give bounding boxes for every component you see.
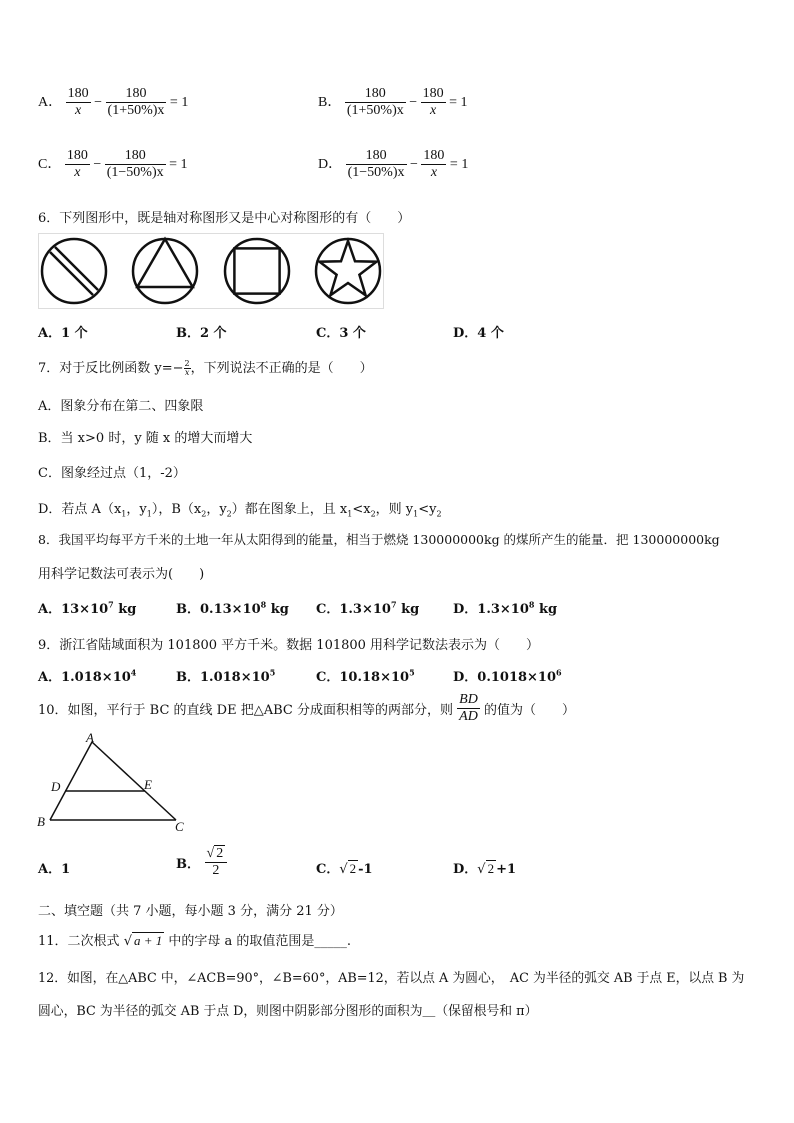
q5-b-term2: $\frac{180}{x}$	[422, 86, 444, 119]
q10-option-c: C．√ 2 -1	[316, 861, 373, 877]
q6-option-c: C．3 个	[316, 326, 366, 341]
q10-option-a: A．1	[38, 862, 71, 877]
q10-label-d: D	[51, 779, 61, 794]
q9-option-a: A．$1.018\times 10^4$	[38, 667, 137, 685]
q11-radicand: a + 1	[133, 933, 163, 948]
q9-option-c: C．$10.18\times 10^5$	[316, 667, 415, 685]
q5-b-term1: $\frac{180}{(1+50\%)x}$	[346, 86, 404, 119]
q5-c-letter: C．	[38, 156, 62, 172]
q5-a-term2: $\frac{180}{(1+50\%)x}$	[107, 86, 165, 119]
q5-option-c: C． $\frac{180}{x}$ − $\frac{180}{(1-50\%)x}$ = 1	[38, 148, 188, 181]
q5-option-b: B． $\frac{180}{(1+50\%)x}$ − $\frac{180}{x}$ = 1	[318, 86, 468, 119]
q9-stem: 9．浙江省陆域面积为 101800 平方千米。数据 101800 用科学记数法表示为（ ）	[38, 638, 540, 653]
q10-label-b: B	[37, 814, 45, 829]
q10-stem: 10．如图，平行于 BC 的直线 DE 把△ABC 分成面积相等的两部分，则 $\frac{BD}{AD}$ 的值为（ ）	[38, 692, 575, 725]
q5-d-term2: $\frac{180}{x}$	[423, 148, 445, 181]
q11-stem: 11．二次根式 √ a + 1 中的字母 a 的取值范围是_____.	[38, 933, 352, 949]
section-2-heading: 二、填空题（共 7 小题，每小题 3 分，满分 21 分）	[38, 904, 343, 919]
q10-triangle-figure	[34, 730, 194, 834]
q5-b-letter: B．	[318, 94, 342, 110]
q9-option-d: D．$0.1018\times 10^6$	[453, 667, 562, 685]
q7-option-b: B．当 x>0 时，y 随 x 的增大而增大	[38, 431, 253, 446]
q7-option-c: C．图象经过点（1，-2）	[38, 466, 186, 481]
q9-option-b: B．$1.018\times 10^5$	[176, 667, 276, 685]
q6-option-d: D．4 个	[453, 326, 504, 341]
q8-stem-line1: 8．我国平均每平方千米的土地一年从太阳得到的能量，相当于燃烧 130000000kg 的煤所产生的能量．把 130000000kg	[38, 532, 720, 547]
q8-option-c: C．$1.3\times 10^7$ kg	[316, 599, 420, 617]
q8-option-a: A．$13\times 10^7$ kg	[38, 599, 137, 617]
q5-c-term2: $\frac{180}{(1-50\%)x}$	[106, 148, 164, 181]
q10-label-c: C	[175, 819, 184, 834]
q5-d-term1: $\frac{180}{(1-50\%)x}$	[347, 148, 405, 181]
q10-b-fraction: $\frac{√ 2}{2}$	[205, 846, 228, 879]
q5-a-term1: $\frac{180}{x}$	[67, 86, 89, 119]
q5-option-a: A． $\frac{180}{x}$ − $\frac{180}{(1+50\%)x}$ = 1	[38, 86, 189, 119]
q5-c-term1: $\frac{180}{x}$	[66, 148, 88, 181]
q7-stem: 7．对于反比例函数 y=− $\frac{2}{x}$ ，下列说法不正确的是（ ）	[38, 359, 373, 377]
q10-label-a: A	[86, 730, 94, 745]
q12-stem-line2: 圆心，BC 为半径的弧交 AB 于点 D，则图中阴影部分图形的面积为＿（保留根号和 π）	[38, 1004, 538, 1019]
q10-label-e: E	[144, 777, 152, 792]
q6-figure-circle-triangle	[133, 239, 197, 303]
q5-d-letter: D．	[318, 156, 343, 172]
q6-stem: 6．下列图形中，既是轴对称图形又是中心对称图形的有（ ）	[38, 211, 411, 226]
q6-figure-circle-square	[225, 239, 289, 303]
q8-option-b: B．$0.13\times 10^8$ kg	[176, 599, 289, 617]
q12-stem-line1: 12．如图，在△ABC 中，∠ACB=90°，∠B=60°，AB=12，若以点 A 为圆心， AC 为半径的弧交 AB 于点 E，以点 B 为	[38, 971, 745, 986]
q6-figures	[38, 233, 384, 309]
q5-option-d: D． $\frac{180}{(1-50\%)x}$ − $\frac{180}{x}$ = 1	[318, 148, 469, 181]
q8-option-d: D．$1.3\times 10^8$ kg	[453, 599, 558, 617]
q7-option-a: A．图象分布在第二、四象限	[38, 399, 204, 414]
q10-option-d: D．√ 2 +1	[453, 861, 517, 877]
q7-option-d: D．若点 $A(x_1$，$y_1$），$B(x_2$，$y_2$）都在图象上，且 $x_1<x_2$，则 $y_1<y_2$	[38, 502, 442, 519]
q6-option-a: A．1 个	[38, 326, 88, 341]
q10-option-b: B． $\frac{√ 2}{2}$	[176, 846, 227, 879]
q6-figure-circle-star	[316, 239, 380, 303]
q7-fraction: $\frac{2}{x}$	[184, 359, 190, 377]
q10-fraction: $\frac{BD}{AD}$	[459, 692, 478, 725]
q8-stem-line2: 用科学记数法可表示为( )	[38, 567, 205, 582]
q5-a-letter: A．	[38, 94, 63, 110]
q6-option-b: B．2 个	[176, 326, 227, 341]
q6-figure-circle-slash	[42, 239, 106, 303]
